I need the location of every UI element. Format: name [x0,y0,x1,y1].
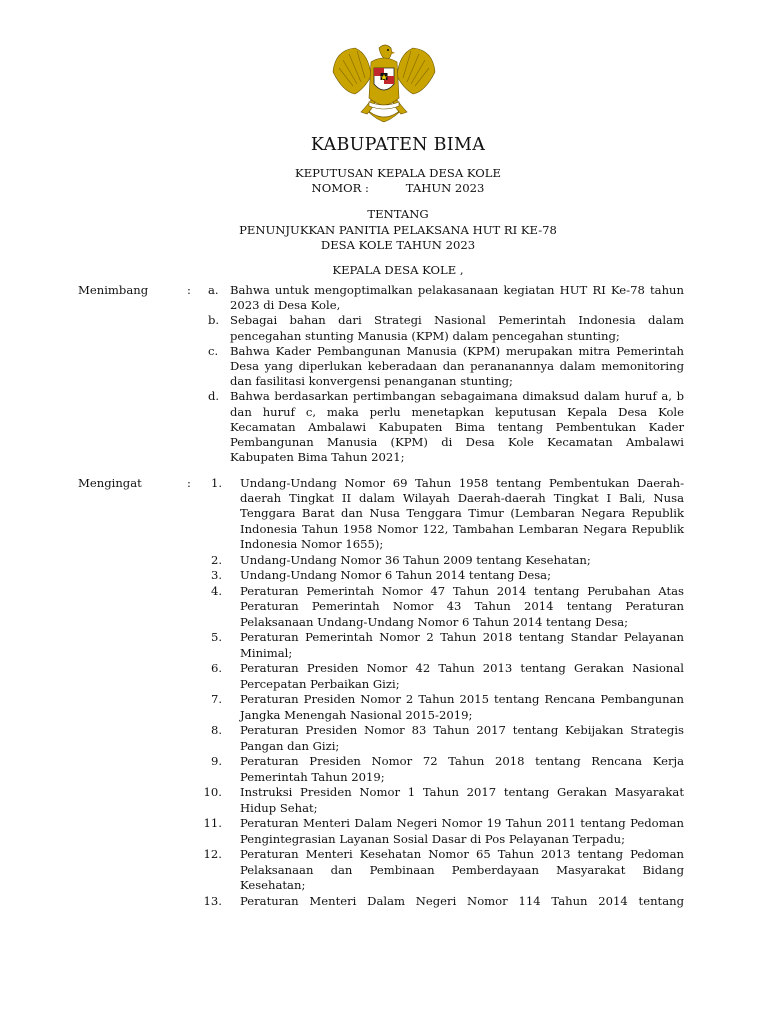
item-text: Undang-Undang Nomor 36 Tahun 2009 tentang Kesehatan; [240,552,591,567]
item-marker: 8. [210,723,222,738]
judul-line-2: DESA KOLE TAHUN 2023 [320,238,476,252]
menimbang-colon: : [187,283,191,297]
list-item [200,584,684,630]
list-item [200,568,684,583]
item-marker: 7. [210,692,222,707]
item-marker: 1. [210,476,222,490]
item-text: Peraturan Pemerintah Nomor 47 Tahun 2014 tentang Perubahan Atas Peraturan Pemerintah Nomor 43 Tahun 2014 tentang Peraturan Pelaksanaan Undang-Undang Nomor 6 Tahun 2014 tentang Desa; [240,584,684,629]
list-item [200,785,684,815]
item-text: Bahwa berdasarkan pertimbangan sebagaimana dimaksud dalam huruf a, b dan huruf c, maka perlu menetapkan keputusan Kepala Desa Kole Kecamatan Ambalawi Kabupaten Bima tentang Pembentukan Kader Pembangunan Manusia (KPM) di Desa Kole Kecamatan Ambalawi Kabupaten Bima Tahun 2021; [230,389,684,465]
item-text: Peraturan Pemerintah Nomor 2 Tahun 2018 tentang Standar Pelayanan Minimal; [240,630,684,660]
item-marker: c. [208,343,219,358]
list-item [200,816,684,846]
mengingat-list [200,476,684,909]
item-marker: 2. [210,552,222,567]
item-marker: d. [208,389,220,404]
item-text: Peraturan Presiden Nomor 83 Tahun 2017 tentang Kebijakan Strategis Pangan dan Gizi; [240,723,684,753]
item-text: Peraturan Menteri Dalam Negeri Nomor 114 Tahun 2014 tentang [240,893,684,908]
mengingat-label: Mengingat [78,476,142,490]
tentang-heading: TENTANG [367,207,429,221]
list-item [200,692,684,722]
item-text: Instruksi Presiden Nomor 1 Tahun 2017 tentang Gerakan Masyarakat Hidup Sehat; [240,785,684,815]
item-marker: 6. [210,661,222,676]
menimbang-list [208,283,684,465]
item-text: Peraturan Menteri Dalam Negeri Nomor 19 Tahun 2011 tentang Pedoman Pengintegrasian Layanan Sosial Dasar di Pos Pelayanan Terpadu; [240,816,684,846]
item-text: Bahwa Kader Pembangunan Manusia (KPM) merupakan mitra Pemerintah Desa yang diperlukan keberadaan dan perananannya dalam memonitoring dan fasilitasi konvergensi penanganan stunting; [230,343,684,389]
item-text: Bahwa untuk mengoptimalkan pelakasanaan kegiatan HUT RI Ke-78 tahun 2023 di Desa Kole, [230,283,684,313]
garuda-pancasila-emblem [325,42,443,128]
item-marker: 4. [210,584,222,599]
kabupaten-title: KABUPATEN BIMA [310,135,486,155]
list-item [200,754,684,784]
item-marker: 13. [203,893,222,908]
list-item [208,283,684,313]
item-marker: 11. [203,816,222,831]
judul-line-1: PENUNJUKKAN PANITIA PELAKSANA HUT RI KE-78 [239,223,557,237]
list-item [200,553,684,568]
item-marker: 3. [210,568,222,583]
mengingat-colon: : [187,476,191,490]
item-marker: a. [208,283,219,297]
item-text: Undang-Undang Nomor 69 Tahun 1958 tentang Pembentukan Daerah-daerah Tingkat II dalam Wilayah Daerah-daerah Tingkat I Bali, Nusa Tenggara Barat dan Nusa Tenggara Timur (Lembaran Negara Republik Indonesia Tahun 1958 Nomor 122, Tambahan Lembaran Negara Republik Indonesia Nomor 1655); [240,476,684,551]
list-item [200,476,684,552]
menimbang-label: Menimbang [78,283,149,297]
list-item [200,894,684,909]
item-text: Peraturan Presiden Nomor 42 Tahun 2013 tentang Gerakan Nasional Percepatan Perbaikan Gizi; [240,661,684,691]
item-marker: b. [208,313,220,328]
item-text: Peraturan Menteri Kesehatan Nomor 65 Tahun 2013 tentang Pedoman Pelaksanaan dan Pembinaan Pemberdayaan Masyarakat Bidang Kesehatan; [240,847,684,892]
item-text: Peraturan Presiden Nomor 72 Tahun 2018 tentang Rencana Kerja Pemerintah Tahun 2019; [240,754,684,784]
nomor-line: NOMOR : TAHUN 2023 [311,181,485,195]
item-marker: 5. [210,630,222,645]
list-item [200,723,684,753]
item-marker: 9. [210,754,222,769]
list-item [200,661,684,691]
keputusan-heading: KEPUTUSAN KEPALA DESA KOLE [295,166,501,180]
list-item [200,847,684,893]
list-item [200,630,684,660]
item-marker: 10. [203,785,222,800]
item-text: Peraturan Presiden Nomor 2 Tahun 2015 tentang Rencana Pembangunan Jangka Menengah Nasional 2015-2019; [240,692,684,722]
list-item [208,389,684,465]
item-text: Undang-Undang Nomor 6 Tahun 2014 tentang Desa; [240,568,551,583]
kepala-desa-heading: KEPALA DESA KOLE , [332,263,464,277]
item-marker: 12. [203,847,222,862]
list-item [208,313,684,343]
item-text: Sebagai bahan dari Strategi Nasional Pemerintah Indonesia dalam pencegahan stunting Manusia (KPM) dalam pencegahan stunting; [230,313,684,343]
list-item [208,344,684,390]
